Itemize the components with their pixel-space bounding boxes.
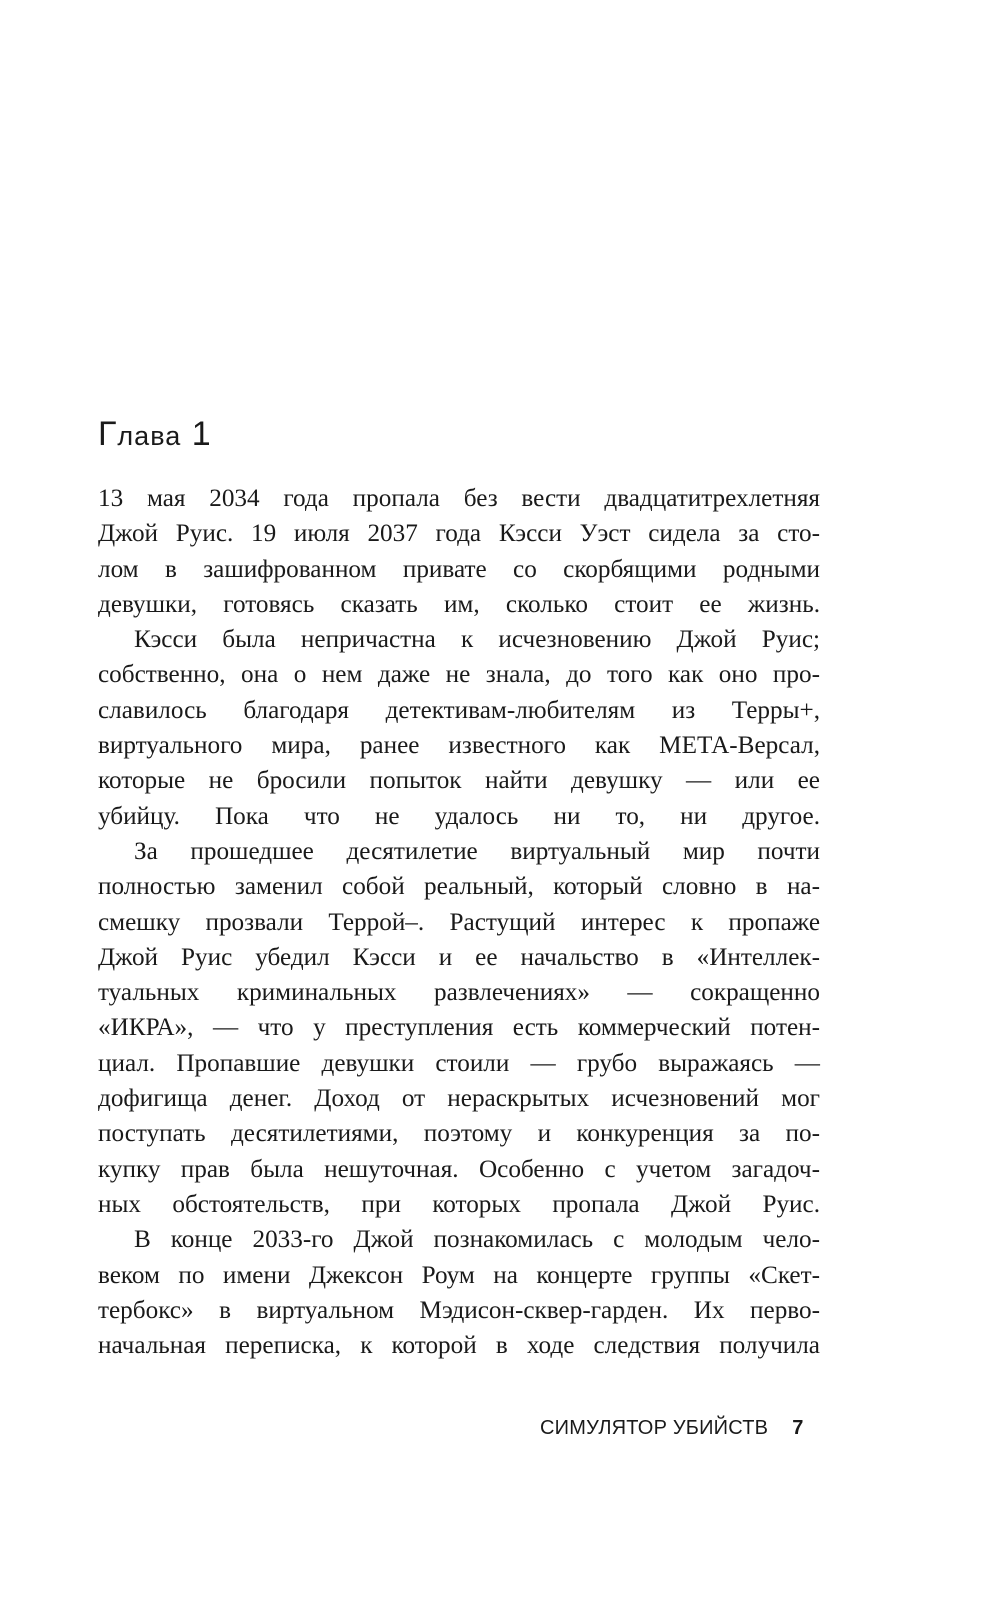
text-line: славилось благодаря детективам-любителям из Терры+, (98, 696, 820, 724)
text-line: виртуального мира, ранее известного как МЕТА-Версал, (98, 732, 820, 760)
chapter-body-text (98, 481, 820, 1363)
text-line: циал. Пропавшие девушки стоили — грубо выражаясь — (98, 1049, 820, 1077)
text-line: Кэсси была непричастна к исчезновению Джой Руис; (134, 626, 820, 654)
text-line: ных обстоятельств, при которых пропала Джой Руис. (98, 1190, 820, 1218)
text-line: собственно, она о нем даже не знала, до того как оно про- (98, 661, 820, 689)
text-line: тербокс» в виртуальном Мэдисон-сквер-гарден. Их перво- (98, 1296, 820, 1324)
paragraph (98, 622, 820, 834)
text-line: «ИКРА», — что у преступления есть коммерческий потен- (98, 1014, 820, 1042)
text-line: девушки, готовясь сказать им, сколько стоит ее жизнь. (98, 590, 820, 618)
text-line: За прошедшее десятилетие виртуальный мир почти (134, 837, 820, 865)
chapter-heading (98, 412, 212, 458)
paragraph (98, 481, 820, 622)
text-line: полностью заменил собой реальный, который словно в на- (98, 873, 820, 901)
paragraph (98, 1222, 820, 1363)
text-line: В конце 2033-го Джой познакомилась с молодым чело- (134, 1226, 820, 1254)
text-line: которые не бросили попыток найти девушку — или ее (98, 767, 820, 795)
text-line: туальных криминальных развлечениях» — сокращенно (98, 979, 820, 1007)
text-line: лом в зашифрованном привате со скорбящими родными (98, 555, 820, 583)
text-line: дофигища денег. Доход от нераскрытых исчезновений мог (98, 1085, 820, 1113)
page-number: 7 (792, 1417, 804, 1439)
chapter-number: 1 (191, 415, 212, 453)
text-line: начальная переписка, к которой в ходе следствия получила (98, 1332, 820, 1360)
text-line: поступать десятилетиями, поэтому и конкуренция за по- (98, 1120, 820, 1148)
text-line: убийцу. Пока что не удалось ни то, ни другое. (98, 802, 820, 830)
text-line: Джой Руис. 19 июля 2037 года Кэсси Уэст сидела за сто- (98, 520, 820, 548)
paragraph (98, 834, 820, 1222)
chapter-heading-initial: Г (98, 415, 118, 453)
text-line: смешку прозвали Террой–. Растущий интерес к пропаже (98, 908, 820, 936)
text-line: 13 мая 2034 года пропала без вести двадцатитрехлетняя (98, 485, 820, 512)
text-line: купку прав была нешуточная. Особенно с учетом загадоч- (98, 1155, 820, 1183)
chapter-heading-word: лава (117, 421, 182, 451)
text-line: Джой Руис убедил Кэсси и ее начальство в «Интеллек- (98, 943, 820, 971)
page-footer (540, 1417, 826, 1440)
running-title: СИМУЛЯТОР УБИЙСТВ (540, 1417, 769, 1439)
text-line: веком по имени Джексон Роум на концерте группы «Скет- (98, 1261, 820, 1289)
